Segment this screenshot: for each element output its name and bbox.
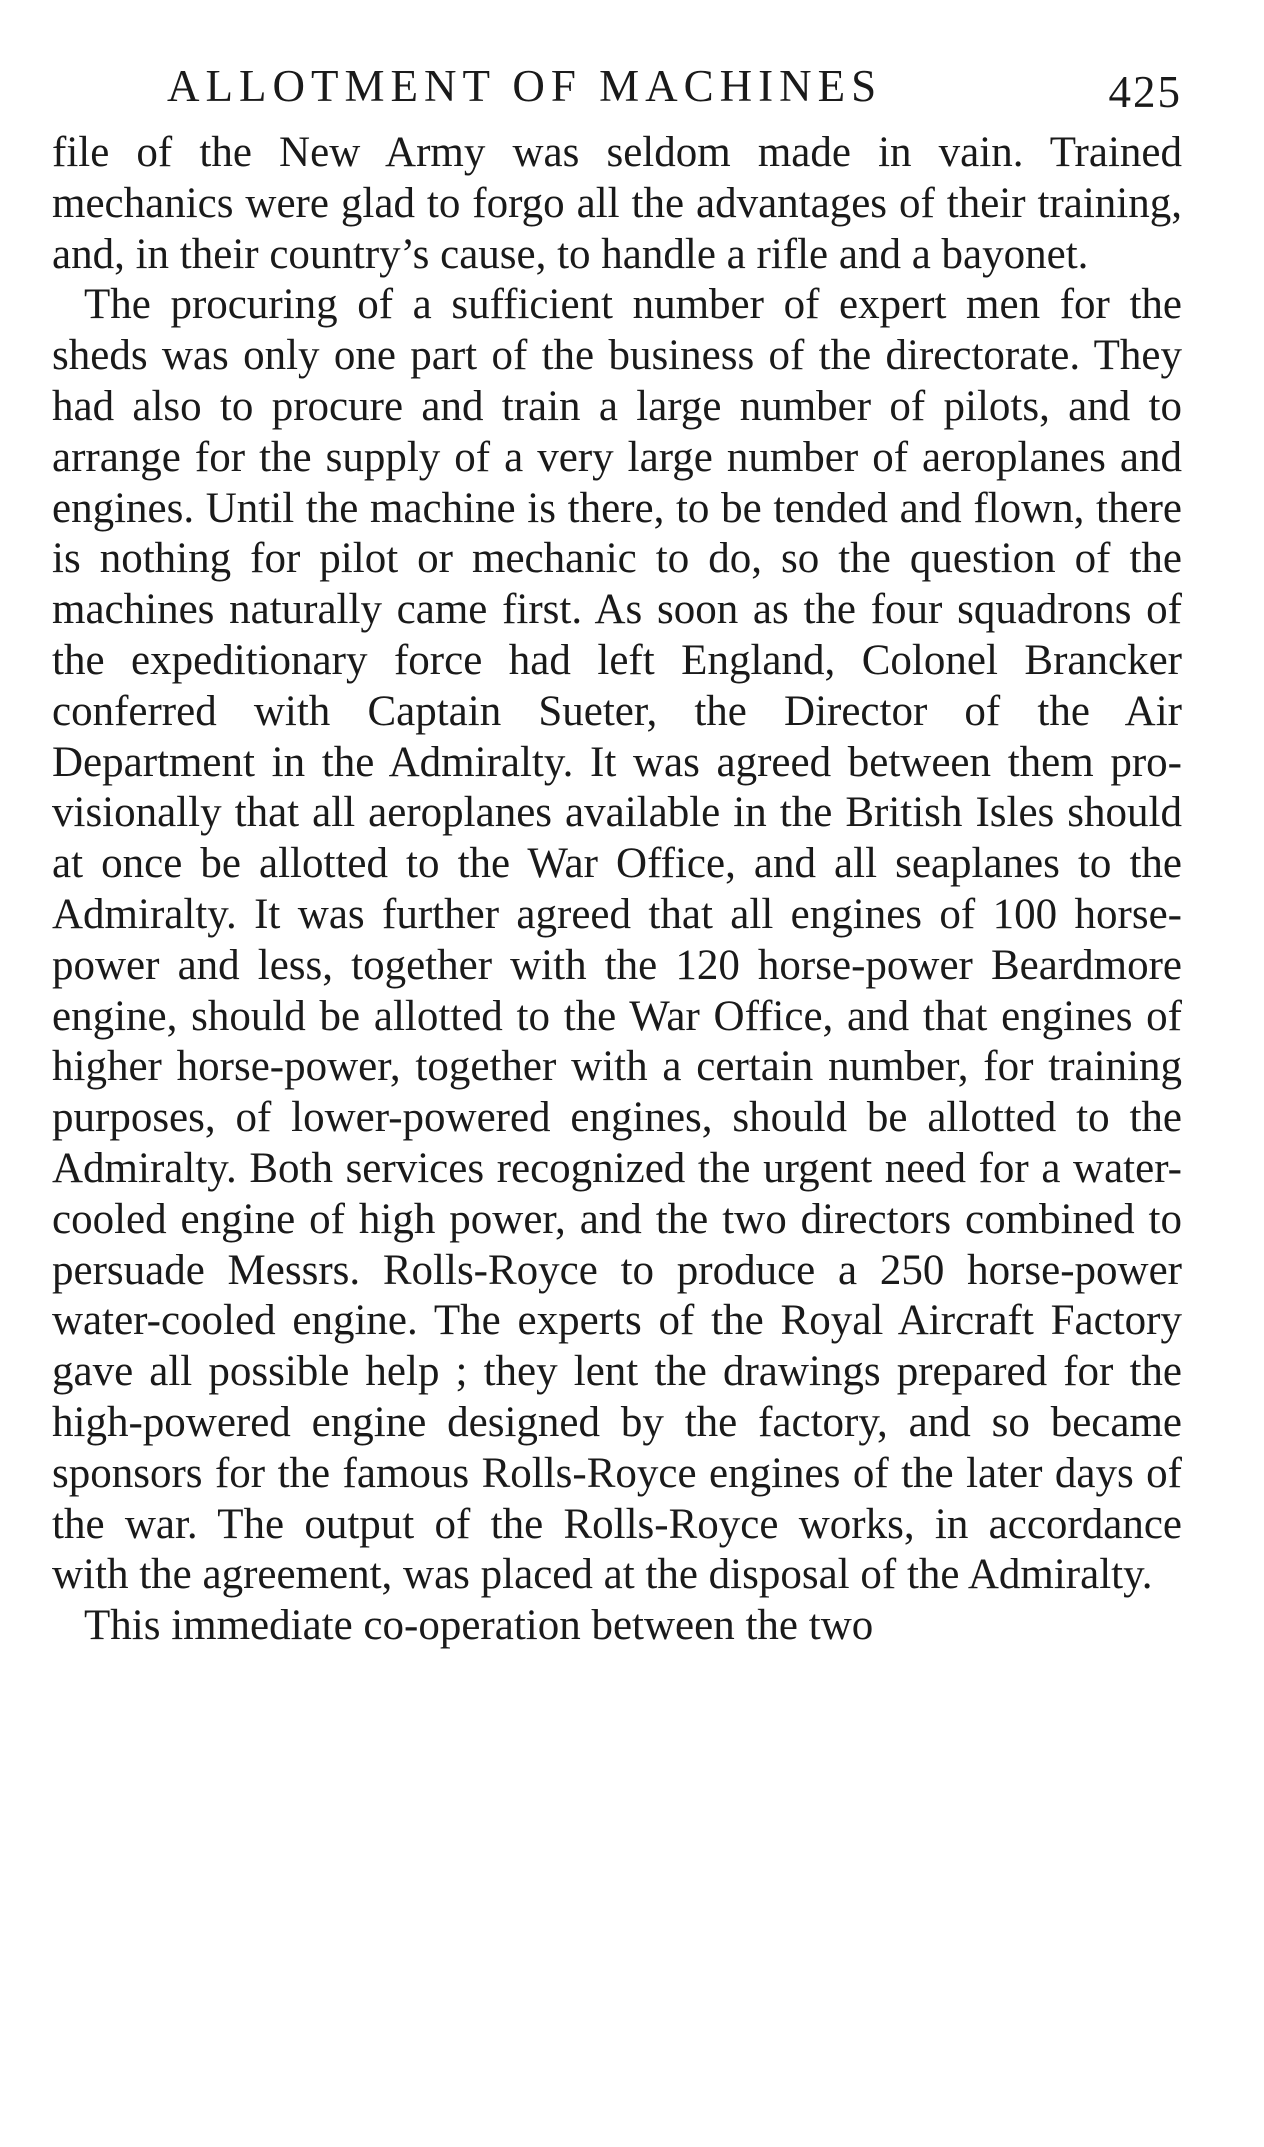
page-number: 425 [1108, 67, 1182, 117]
paragraph-continued: file of the New Army was seldom made in vain. Trained mechanics were glad to forgo all the advantages of their training, and, in their country’s cause, to handle a rifle and a bayonet. [52, 129, 1182, 278]
running-head [52, 48, 1182, 128]
book-page [52, 48, 1182, 1652]
paragraph-directorate: The procuring of a sufficient number of expert men for the sheds was only one part of the business of the directorate. They had also to procure and train a large number of pilots, and to arrange for the supply of a very large number of aeroplanes and engines. Until the machine is there, to be tended and flown, there is nothing for pilot or mechanic to do, so the question of the machines naturally came first. As soon as the four squadrons of the expeditionary force had left England, Colonel Brancker conferred with Captain Sueter, the Director of the Air Department in the Admiralty. It was agreed between them pro-visionally that all aeroplanes available in the British Isles should at once be allotted to the War Office, and all seaplanes to the Admiralty. It was further agreed that all engines of 100 horse-power and less, together with the 120 horse-power Beardmore engine, should be allotted to the War Office, and that engines of higher horse-power, together with a certain number, for training purposes, of lower-powered engines, should be allotted to the Admiralty. Both services recognized the urgent need for a water-cooled engine of high power, and the two directors combined to persuade Messrs. Rolls-Royce to produce a 250 horse-power water-cooled engine. The experts of the Royal Aircraft Factory gave all possible help ; they lent the drawings prepared for the high-powered engine designed by the factory, and so became sponsors for the famous Rolls-Royce engines of the later days of the war. The output of the Rolls-Royce works, in accordance with the agreement, was placed at the disposal of the Admiralty. [52, 281, 1182, 1599]
body-text [52, 128, 1182, 1652]
paragraph-cooperation: This immediate co-operation between the two [84, 1602, 874, 1650]
running-head-title: ALLOTMENT OF MACHINES [167, 61, 883, 111]
